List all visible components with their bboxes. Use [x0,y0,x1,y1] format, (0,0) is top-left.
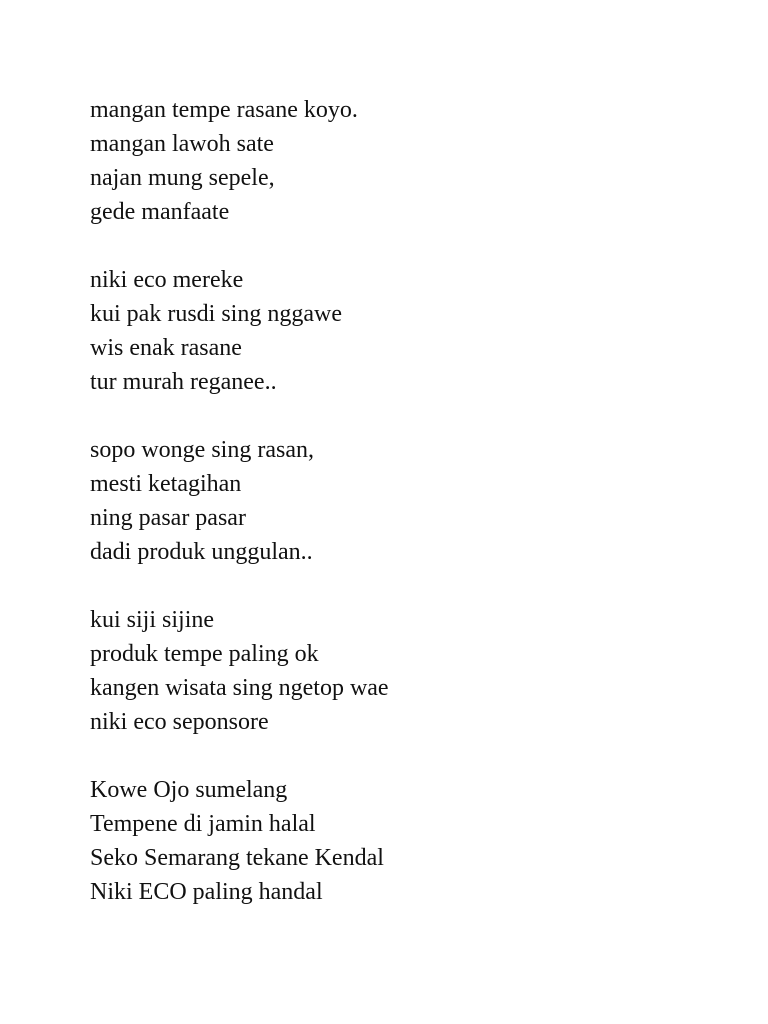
poem-line: wis enak rasane [90,335,242,361]
poem-line: niki eco seponsore [90,709,269,735]
stanza-2 [90,263,690,399]
stanza-4 [90,603,690,739]
poem-line: mesti ketagihan [90,471,242,497]
poem-line: dadi produk unggulan.. [90,539,313,565]
poem-line: Seko Semarang tekane Kendal [90,845,384,871]
poem-line: gede manfaate [90,199,230,225]
stanza-1 [90,93,690,229]
stanza-5 [90,773,690,909]
poem-line: kui pak rusdi sing nggawe [90,301,342,327]
poem-line: niki eco mereke [90,267,244,293]
poem-line: kangen wisata sing ngetop wae [90,675,389,701]
poem-line: tur murah reganee.. [90,369,277,395]
poem-line: mangan tempe rasane koyo. [90,97,358,123]
poem-line: Niki ECO paling handal [90,879,323,905]
poem-line: mangan lawoh sate [90,131,274,157]
poem-line: produk tempe paling ok [90,641,319,667]
poem-body [90,93,690,943]
poem-line: kui siji sijine [90,607,215,633]
stanza-3 [90,433,690,569]
poem-line: sopo wonge sing rasan, [90,437,314,463]
poem-line: ning pasar pasar [90,505,246,531]
poem-line: Tempene di jamin halal [90,811,316,837]
poem-line: najan mung sepele, [90,165,275,191]
poem-line: Kowe Ojo sumelang [90,777,288,803]
